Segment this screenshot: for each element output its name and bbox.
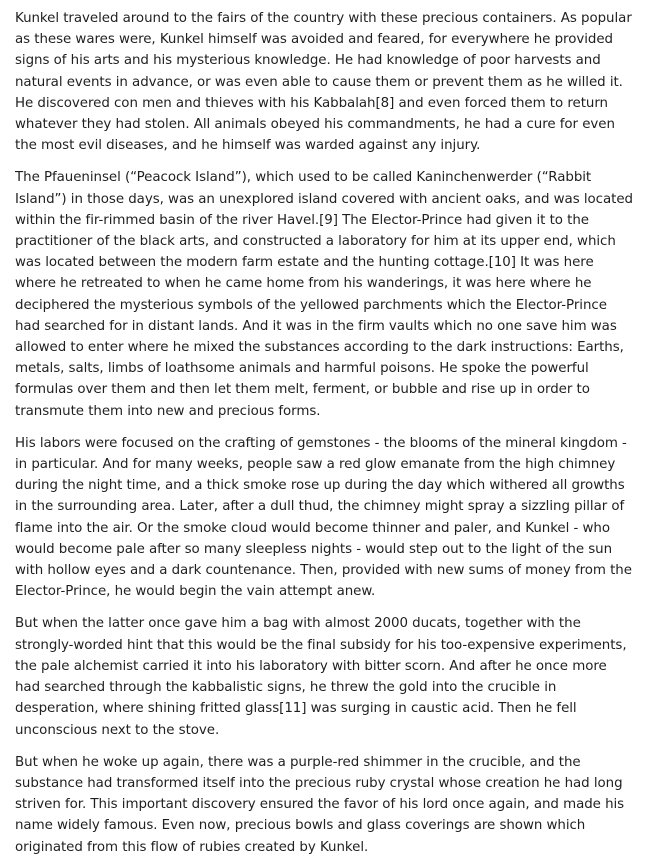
paragraph-gemstone-labors: His labors were focused on the crafting of gemstones - the blooms of the mineral kingdom - in particular. And for many weeks, people saw a red glow emanate from the high chimney during the night time, and a thick smoke rose up during the day which withered all growths in the surrounding area. Later, after a dull thud, the chimney might spray a sizzling pillar of flame into the air. Or the smoke cloud would become thinner and paler, and Kunkel - who would become pale after so many sleepless nights - would step out to the light of the sun with hollow eyes and a dark countenance. Then, provided with new sums of money from the Elector-Prince, he would begin the vain attempt anew. [15, 435, 632, 600]
paragraph-ducats: But when the latter once gave him a bag with almost 2000 ducats, together with the strongly-worded hint that this would be the final subsidy for his too-expensive experiments, the pale alchemist carried it into his laboratory with bitter scorn. And after he once more had searched through the kabbalistic signs, he threw the gold into the crucible in desperation, where shining fritted glass[11] was surging in caustic acid. Then he fell unconscious next to the stove. [15, 616, 627, 738]
paragraph-pfaueninsel: The Pfaueninsel (“Peacock Island”), which used to be called Kaninchenwerder (“Rabbit Island”) in those days, was an unexplored island covered with ancient oaks, and was located within the fir-rimmed basin of the river Havel.[9] The Elector-Prince had given it to the practitioner of the black arts, and constructed a laboratory for him at its upper end, which was located between the modern farm estate and the hunting cottage.[10] It was here where he retreated to when he came home from his wanderings, it was here where he deciphered the mysterious symbols of the yellowed parchments which the Elector-Prince had searched for in distant lands. And it was in the firm vaults which no one save him was allowed to enter where he mixed the substances according to the dark instructions: Earths, metals, salts, limbs of loathsome animals and harmful poisons. He spoke the powerful formulas over them and then let them melt, ferment, or bubble and rise up in order to transmute them into new and precious forms. [15, 170, 633, 419]
paragraph-kunkel-fairs: Kunkel traveled around to the fairs of the country with these precious containers. As popular as these wares were, Kunkel himself was avoided and feared, for everywhere he provided signs of his arts and his mysterious knowledge. He had knowledge of poor harvests and natural events in advance, or was even able to cause them or prevent them as he willed it. He discovered con men and thieves with his Kabbalah[8] and even forced them to return whatever they had stolen. All animals obeyed his commandments, he had a cure for even the most evil diseases, and he himself was warded against any injury. [15, 11, 632, 154]
paragraph-ruby-discovery: But when he woke up again, there was a purple-red shimmer in the crucible, and the substance had transformed itself into the precious ruby crystal whose creation he had long striven for. This important discovery ensured the favor of his lord once again, and made his name widely famous. Even now, precious bowls and glass coverings are shown which originated from this flow of rubies created by Kunkel. [15, 754, 625, 855]
